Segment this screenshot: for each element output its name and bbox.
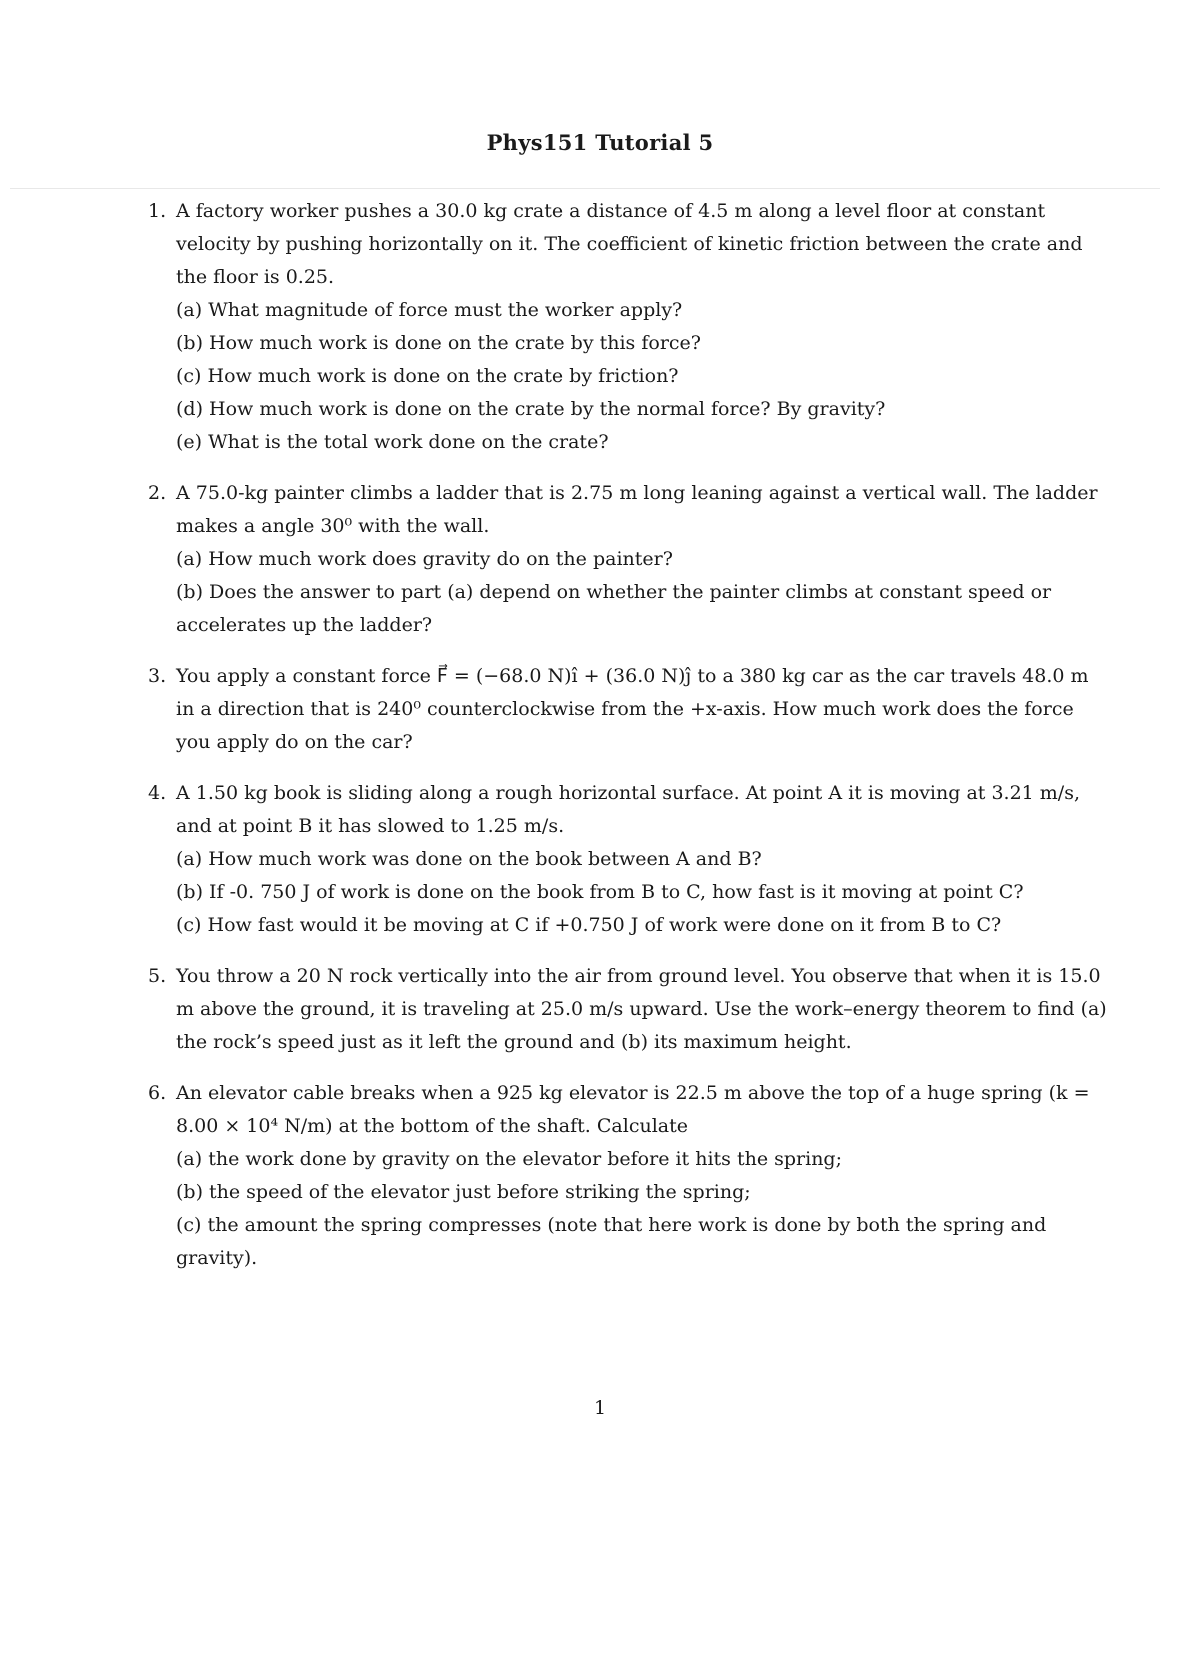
problem-number: 1. xyxy=(148,200,167,222)
problem-4 xyxy=(148,777,1108,942)
problem-part: (c) How much work is done on the crate by friction? xyxy=(176,365,679,387)
problem-part: (a) What magnitude of force must the worker apply? xyxy=(176,299,683,321)
problem-part: (b) the speed of the elevator just before striking the spring; xyxy=(176,1181,751,1203)
problem-stem: A 75.0-kg painter climbs a ladder that is 2.75 m long leaning against a vertical wall. The ladder makes a angle 30⁰ with the wall. xyxy=(176,482,1098,537)
problem-stem: You apply a constant force F⃗ = (−68.0 N)î + (36.0 N)ĵ to a 380 kg car as the car travels 48.0 m in a direction that is 240⁰ counterclockwise from the +x-axis. How much work does the force you apply do on the car? xyxy=(176,665,1089,753)
problem-parts xyxy=(176,543,1108,642)
problem-6 xyxy=(148,1077,1108,1275)
problem-part: (b) If -0. 750 J of work is done on the book from B to C, how fast is it moving at point C? xyxy=(176,881,1024,903)
problem-stem: A 1.50 kg book is sliding along a rough horizontal surface. At point A it is moving at 3.21 m/s, and at point B it has slowed to 1.25 m/s. xyxy=(176,782,1080,837)
problem-stem: You throw a 20 N rock vertically into the air from ground level. You observe that when it is 15.0 m above the ground, it is traveling at 25.0 m/s upward. Use the work–energy theorem to find (a) the rock’s speed just as it left the ground and (b) its maximum height. xyxy=(176,965,1107,1053)
problem-number: 2. xyxy=(148,482,167,504)
scan-artifact-line xyxy=(10,188,1160,189)
problem-2 xyxy=(148,477,1108,642)
problem-part: (c) How fast would it be moving at C if +0.750 J of work were done on it from B to C? xyxy=(176,914,1002,936)
problem-part: (b) Does the answer to part (a) depend on whether the painter climbs at constant speed or accelerates up the ladder? xyxy=(176,581,1052,636)
problem-part: (e) What is the total work done on the crate? xyxy=(176,431,609,453)
problem-1 xyxy=(148,195,1108,459)
page-number: 1 xyxy=(593,1397,607,1419)
problem-number: 5. xyxy=(148,965,167,987)
problem-part: (a) How much work was done on the book between A and B? xyxy=(176,848,762,870)
problem-3 xyxy=(148,660,1108,759)
problem-part: (a) How much work does gravity do on the painter? xyxy=(176,548,673,570)
problem-parts xyxy=(176,1143,1108,1275)
problem-5 xyxy=(148,960,1108,1059)
problem-parts xyxy=(176,294,1108,459)
problem-parts xyxy=(176,843,1108,942)
problem-part: (c) the amount the spring compresses (note that here work is done by both the spring and gravity). xyxy=(176,1214,1047,1269)
problem-list xyxy=(148,195,1108,1293)
problem-part: (a) the work done by gravity on the elevator before it hits the spring; xyxy=(176,1148,842,1170)
problem-part: (d) How much work is done on the crate by the normal force? By gravity? xyxy=(176,398,886,420)
page-title: Phys151 Tutorial 5 xyxy=(486,130,714,155)
problem-number: 3. xyxy=(148,665,167,687)
problem-stem: An elevator cable breaks when a 925 kg elevator is 22.5 m above the top of a huge spring (k = 8.00 × 10⁴ N/m) at the bottom of the shaft. Calculate xyxy=(176,1082,1090,1137)
problem-number: 4. xyxy=(148,782,167,804)
problem-stem: A factory worker pushes a 30.0 kg crate a distance of 4.5 m along a level floor at constant velocity by pushing horizontally on it. The coefficient of kinetic friction between the crate and the floor is 0.25. xyxy=(176,200,1083,288)
problem-number: 6. xyxy=(148,1082,167,1104)
problem-part: (b) How much work is done on the crate by this force? xyxy=(176,332,701,354)
